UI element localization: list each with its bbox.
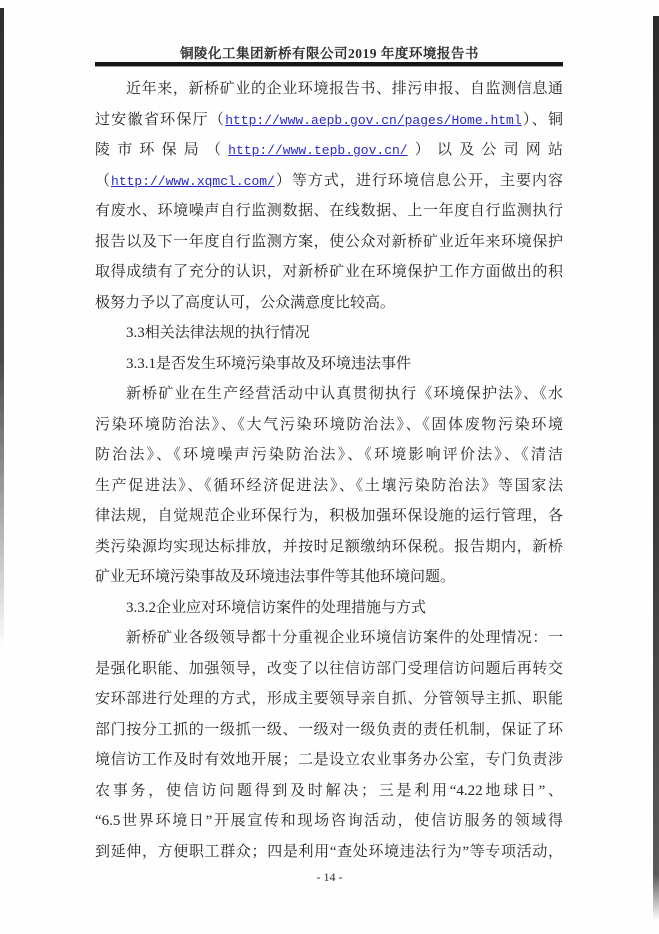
body-line [95, 776, 563, 807]
text-run: 安环部进行处理的方式，形成主要领导亲自抓、分管领导主抓、职能 [95, 691, 563, 707]
body-line [95, 745, 563, 776]
body-line [95, 166, 563, 197]
text-run: 律法规，自觉规范企业环保行为，积极加强环保设施的运行管理，各 [95, 508, 563, 524]
text-run: 3.3.1是否发生环境污染事故及环境违法事件 [126, 355, 412, 372]
footer-page-number: - 14 - [316, 870, 343, 884]
body-line [95, 410, 563, 441]
body-line [95, 684, 563, 715]
body-line [95, 562, 563, 593]
section-heading [95, 593, 563, 624]
hyperlink[interactable]: http://www.xqmcl.com/ [111, 173, 275, 189]
text-run: 境信访工作及时有效地开展；二是设立农业事务办公室，专门负责涉 [95, 752, 563, 768]
body-line [95, 471, 563, 502]
text-run: ）以及公司网站 [407, 142, 563, 158]
text-run: “6.5世界环境日”开展宣传和现场咨询活动，使信访服务的领域得 [95, 813, 563, 829]
hyperlink[interactable]: http://www.tepb.gov.cn/ [228, 143, 408, 158]
section-heading [95, 318, 563, 349]
text-run: 报告以及下一年度自行监测方案，使公众对新桥矿业近年来环境保护 [95, 233, 563, 250]
text-run: 3.3相关法律法规的执行情况 [126, 325, 310, 341]
hyperlink[interactable]: http://www.aepb.gov.cn/pages/Home.html [225, 112, 522, 128]
body-line [95, 654, 563, 685]
body-line [95, 288, 563, 319]
header-rule [95, 62, 563, 66]
text-run: 污染环境防治法》、《大气污染环境防治法》、《固体废物污染环境 [95, 416, 563, 433]
body-line [95, 501, 563, 532]
text-run: 新桥矿业各级领导都十分重视企业环境信访案件的处理情况：一 [126, 630, 563, 646]
body-line [95, 105, 563, 136]
body-line [95, 196, 563, 227]
text-run: 类污染源均实现达标排放，并按时足额缴纳环保税。报告期内，新桥 [95, 538, 563, 555]
scan-edge-left [0, 8, 4, 648]
text-run: 有废水、环境噪声自行监测数据、在线数据、上一年度自行监测执行 [95, 203, 563, 219]
text-run: 是强化职能、加强领导，改变了以往信访部门受理信访问题后再转交 [95, 660, 563, 677]
text-run: ）、铜 [521, 111, 563, 128]
body-line [95, 623, 563, 654]
body-line [95, 532, 563, 563]
body-line [95, 135, 563, 166]
text-run: 极努力予以了高度认可，公众满意度比较高。 [95, 294, 396, 311]
text-run: 取得成绩有了充分的认识，对新桥矿业在环境保护工作方面做出的积 [95, 264, 563, 280]
text-run: 矿业无环境污染事故及环境违法事件等其他环境问题。 [95, 569, 456, 585]
text-run: ）等方式，进行环境信息公开，主要内容 [274, 172, 563, 189]
body-line [95, 440, 563, 471]
text-run: 到延伸，方便职工群众；四是利用“查处环境违法行为”等专项活动， [95, 843, 563, 860]
page-header-title: 铜陵化工集团新桥有限公司2019 年度环境报告书 [180, 46, 479, 61]
text-run: 近年来，新桥矿业的企业环境报告书、排污申报、自监测信息通 [126, 81, 563, 97]
body-line [95, 837, 563, 868]
text-run: 过安徽省环保厅（ [95, 111, 226, 128]
body-lines [95, 74, 563, 867]
body-line [95, 806, 563, 837]
body-line [95, 379, 563, 410]
scan-edge-right [653, 16, 659, 920]
text-run: （ [95, 172, 112, 189]
text-run: 部门按分工抓的一级抓一级、一级对一级负责的责任机制，保证了环 [95, 721, 563, 738]
body-line [95, 227, 563, 258]
text-run: 陵市环保局（ [95, 142, 229, 158]
text-run: 3.3.2企业应对环境信访案件的处理措施与方式 [126, 599, 427, 616]
body-line [95, 715, 563, 746]
text-run: 防治法》、《环境噪声污染防治法》、《环境影响评价法》、《清洁 [95, 447, 563, 463]
text-run: 农事务，使信访问题得到及时解决；三是利用“4.22地球日”、 [95, 782, 563, 799]
section-heading [95, 349, 563, 380]
text-run: 新桥矿业在生产经营活动中认真贯彻执行《环境保护法》、《水 [126, 386, 563, 402]
text-run: 生产促进法》、《循环经济促进法》、《土壤污染防治法》等国家法 [95, 477, 563, 494]
body-line [95, 74, 563, 105]
body-line [95, 257, 563, 288]
